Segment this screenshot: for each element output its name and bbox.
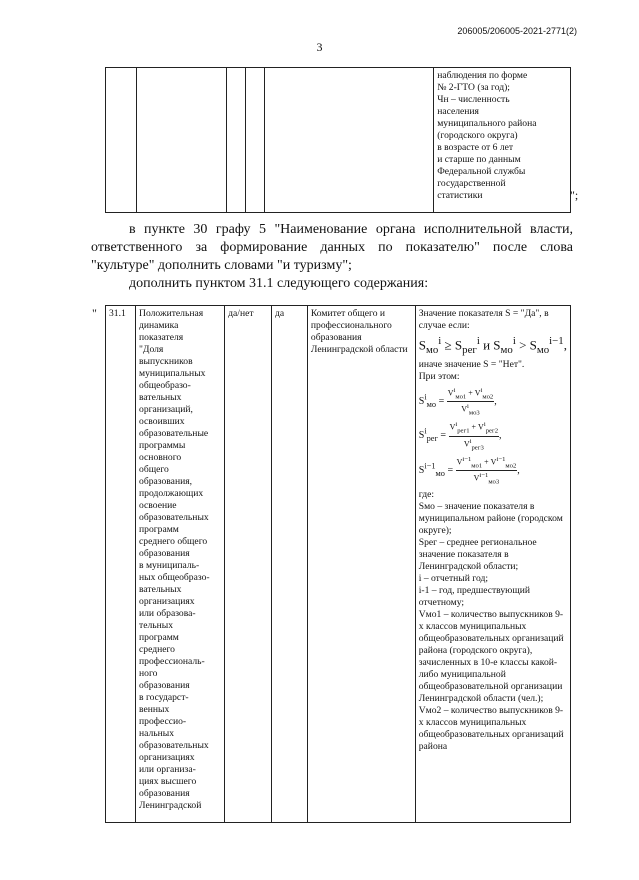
condition-formula: $S_{мо}^i \ge S_{рег}^i$ и $S_{мо}^i > S_{мо}^{i-1}$,: [418, 335, 567, 356]
document-id: 206005/206005-2021-2771(2): [457, 26, 577, 36]
formula-smo-prev: $S^{i-1}_{мо}$ = $\frac{V^{i-1}_{мо1} + V^{i-1}_{мо2}}{V^{i-1}_{мо3}}$ ,: [418, 455, 520, 486]
top-cell-method: наблюдения по форме № 2-ГТО (за год); Чн – численность населения муниципального района (городского округа) в возрасте от 6 лет и старше по данным Федеральной службы государственной статистики: [434, 68, 571, 213]
opening-quote-mark: ": [92, 306, 97, 320]
definition-item: i – отчетный год;: [418, 573, 489, 585]
amendment-paragraph-31-1: дополнить пунктом 31.1 следующего содержания:: [129, 276, 429, 291]
top-cell-2: [136, 68, 226, 213]
cell-indicator-name: Положительная динамика показателя "Доля выпускников муниципальных общеобразо- вательных организаций, освоивших образовательные программы основного общего образования, продолжающих освоение образовательных программ среднего общего образования в муниципаль- ных общеобразо- вательных организациях или образова- тельных программ среднего профессиональ- ного образования в государст- венных профессио- нальных образовательных организациях или организа- циях высшего образования Ленинградской: [136, 306, 225, 823]
cell-number: 31.1: [106, 306, 136, 823]
definition-item: i-1 – год, предшествующий отчетному;: [418, 585, 530, 609]
page-number: 3: [316, 40, 323, 54]
method-gde: где:: [418, 489, 435, 501]
cell-calculation-method: [415, 306, 570, 823]
top-cell-4: [245, 68, 264, 213]
formula-smo: $S^i_{мо}$ = $\frac{V^i_{мо1} + V^i_{мо2}}{V^i_{мо3}}$ ,: [418, 386, 497, 417]
top-cell-5: [264, 68, 433, 213]
closing-quote-mark: ";: [570, 188, 579, 202]
top-cell-3: [226, 68, 245, 213]
method-intro: Значение показателя S = "Да", в случае если:: [418, 308, 549, 331]
definition-item: Sрег – среднее региональное значение показателя в Ленинградской области;: [418, 537, 537, 573]
cell-value: да: [272, 306, 308, 823]
cell-unit: да/нет: [225, 306, 272, 823]
method-else: иначе значение S = "Нет".: [418, 358, 525, 370]
top-table-fragment: [105, 67, 571, 213]
definition-item: Vмо2 – количество выпускников 9-х классов муниципальных общеобразовательных организаций района: [418, 705, 564, 753]
top-cell-1: [106, 68, 137, 213]
definition-item: Sмо – значение показателя в муниципальном районе (городском округе);: [418, 501, 563, 537]
method-where: При этом:: [418, 370, 460, 382]
formula-sreg: $S^i_{рег}$ = $\frac{V^i_{рег1} + V^i_{рег2}}{V^i_{рег3}}$ ,: [418, 421, 502, 451]
table-row: [106, 306, 571, 823]
indicator-table: [105, 305, 571, 823]
cell-responsible-organ: Комитет общего и профессионального образования Ленинградской области: [307, 306, 415, 823]
amendment-paragraph-30: в пункте 30 графу 5 "Наименование органа исполнительной власти, ответственного за формирование данных по показателю" после слова "культуре" дополнить словами "и туризму";: [91, 222, 573, 273]
definition-item: Vмо1 – количество выпускников 9-х классов муниципальных общеобразовательных организаций района (городского округа), зачисленных в 10-е классы какой-либо муниципальной общеобразовательной организации Ленинградской области (чел.);: [418, 609, 564, 705]
